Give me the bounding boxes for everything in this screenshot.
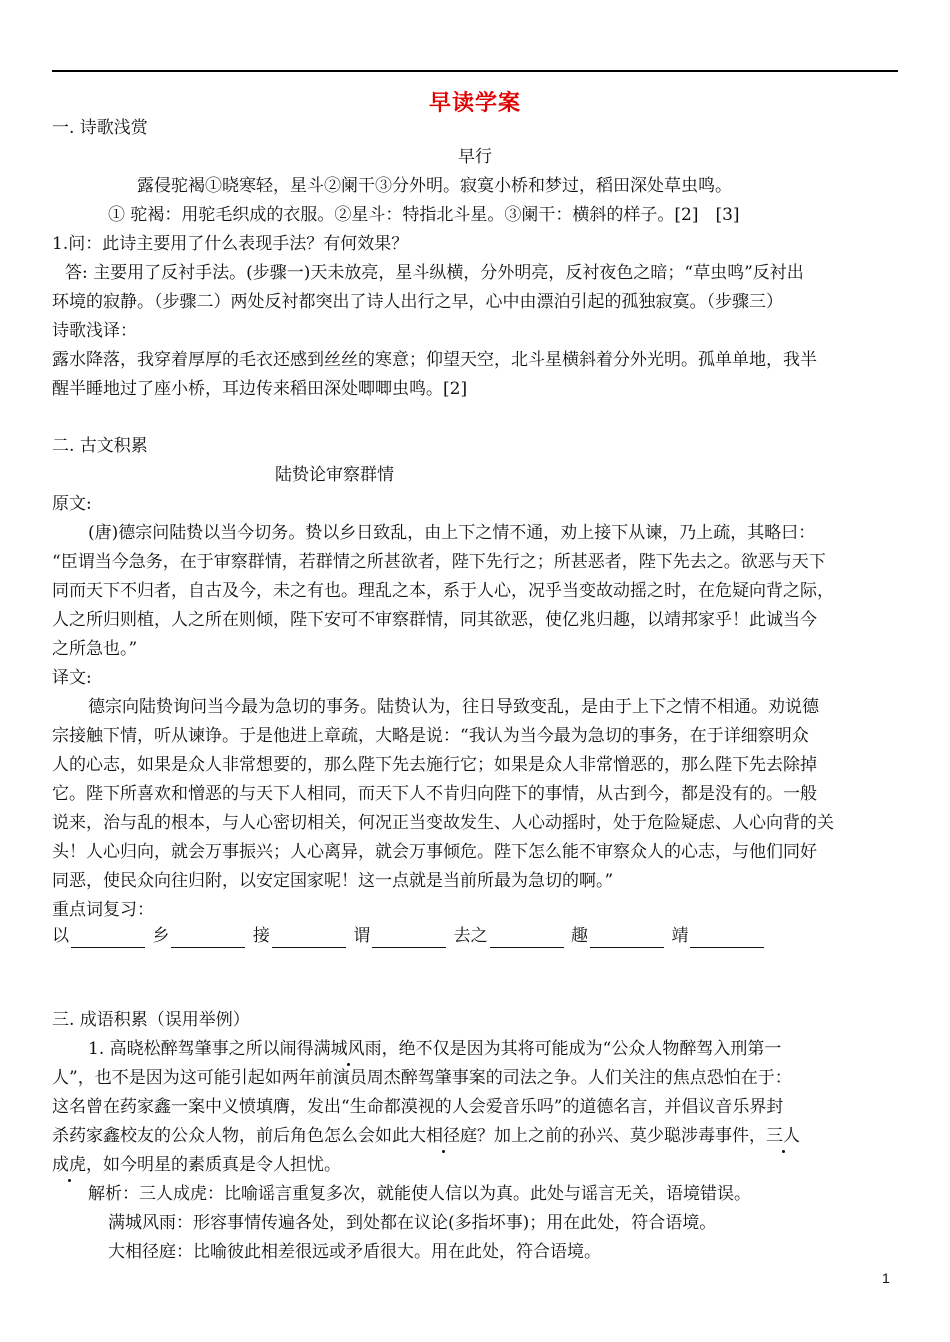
idiom-manchengfengyu: 满城风雨 (313, 1039, 382, 1059)
key-word-review-label: 重点词复习： (52, 900, 154, 920)
translation-line-1: 露水降落，我穿着厚厚的毛衣还感到丝丝的寒意；仰望天空，北斗星横斜着分外光明。孤单单地，我半 (52, 350, 817, 370)
original-line-5: 之所急也。” (52, 639, 138, 659)
key-word: 去之 (453, 926, 488, 946)
analysis-line-3: 大相径庭：比喻彼此相差很远或矛盾很大。用在此处，符合语境。 (108, 1242, 601, 1262)
classical-translation-line-7: 同恶，使民众向往归附，以安定国家呢！这一点就是当前所最为急切的啊。” (52, 871, 614, 891)
original-line-1: (唐)德宗问陆贽以当今切务。贽以乡日致乱，由上下之情不通，劝上接下从谏，乃上疏，其略曰： (88, 523, 816, 543)
idiom-paragraph-line-5 (52, 1153, 341, 1177)
poem-line: 露侵驼褐①晓寒轻，星斗②阑干③分外明。寂寞小桥和梦过，稻田深处草虫鸣。 (137, 176, 732, 196)
classical-translation-line-3: 人的心志，如果是众人非常想要的，那么陛下先去施行它；如果是众人非常憎恶的，那么陛下先去除掉 (52, 755, 817, 775)
answer-blank[interactable] (590, 929, 664, 948)
key-word: 趣 (571, 926, 589, 946)
answer-blank[interactable] (171, 929, 245, 948)
classical-translation-line-6: 头！人心归向，就会万事振兴；人心离异，就会万事倾危。陛下怎么能不审察众人的心志，与他们同好 (52, 842, 817, 862)
idiom-daxiangjingting: 大相径庭 (409, 1126, 477, 1146)
key-word-blanks-row (52, 924, 766, 948)
key-word: 靖 (671, 926, 689, 946)
paragraph-text: ，如今明星的素质真是令人担忧。 (86, 1155, 341, 1175)
key-word: 谓 (353, 926, 371, 946)
answer-blank[interactable] (690, 929, 764, 948)
classical-translation-line-1: 德宗向陆贽询问当今最为急切的事务。陆贽认为，往日导致变乱，是由于上下之情不相通。劝说德 (88, 697, 819, 717)
idiom-paragraph-line-3: 这名曾在药家鑫一案中义愤填膺，发出“生命都漠视的人会爱音乐吗”的道德名言，并倡议音乐界封 (52, 1097, 784, 1117)
page-number: 1 (882, 1270, 890, 1286)
idiom-paragraph-line-4 (52, 1124, 800, 1148)
idiom-paragraph-line-1 (88, 1037, 781, 1061)
paragraph-text: 杀药家鑫校友的公众人物，前后角色怎么会如此 (52, 1126, 409, 1146)
idiom-paragraph-line-2: 人”，也不是因为这可能引起如两年前演员周杰醉驾肇事案的司法之争。人们关注的焦点恐怕在于： (52, 1068, 792, 1088)
answer-line-2: 环境的寂静。（步骤二）两处反衬都突出了诗人出行之早，心中由漂泊引起的孤独寂寞。（步骤三） (52, 292, 783, 312)
answer-line-1: 答: 主要用了反衬手法。(步骤一)天未放亮，星斗纵横，分外明亮，反衬夜色之暗；“草虫鸣”反衬出 (65, 263, 804, 283)
answer-blank[interactable] (71, 929, 145, 948)
page-title: 早读学案 (428, 90, 521, 116)
answer-blank[interactable] (272, 929, 346, 948)
idiom-sanrenchenghu-part1: 三人 (766, 1126, 800, 1146)
classical-translation-line-4: 它。陛下所喜欢和憎恶的与天下人相同，而天下人不肯归向陛下的事情，从古到今，都是没有的。一般 (52, 784, 817, 804)
key-word: 乡 (152, 926, 170, 946)
translation-line-2: 醒半睡地过了座小桥，耳边传来稻田深处唧唧虫鸣。[2] (52, 379, 468, 399)
classical-text-title: 陆贽论审察群情 (275, 465, 394, 485)
key-word: 接 (252, 926, 270, 946)
paragraph-text: ，绝不仅是因为其将可能成为“公众人物醉驾入刑第一 (381, 1039, 782, 1059)
translation-label: 诗歌浅译： (52, 321, 137, 341)
paragraph-text: 1. 高晓松醉驾肇事之所以闹得 (88, 1039, 314, 1059)
poem-title: 早行 (458, 147, 492, 167)
paragraph-text: ？加上之前的孙兴、莫少聪涉毒事件， (477, 1126, 766, 1146)
classical-translation-line-5: 说来，治与乱的根本，与人心密切相关，何况正当变故发生、人心动摇时，处于危险疑虑、人心向背的关 (52, 813, 834, 833)
section-heading-poetry: 一. 诗歌浅赏 (52, 118, 148, 138)
key-word: 以 (52, 926, 69, 946)
section-heading-classical: 二. 古文积累 (52, 436, 148, 456)
analysis-line-2: 满城风雨：形容事情传遍各处，到处都在议论(多指坏事)；用在此处，符合语境。 (108, 1213, 717, 1233)
question-1: 1.问：此诗主要用了什么表现手法？有何效果？ (52, 234, 409, 254)
answer-blank[interactable] (372, 929, 446, 948)
idiom-sanrenchenghu-part2: 成虎 (52, 1155, 86, 1175)
classical-translation-label: 译文: (52, 668, 92, 688)
analysis-line-1: 解析：三人成虎：比喻谣言重复多次，就能使人信以为真。此处与谣言无关，语境错误。 (88, 1184, 751, 1204)
classical-translation-line-2: 宗接触下情，听从谏诤。于是他进上章疏，大略是说：“我认为当今最为急切的事务，在于详细察明众 (52, 726, 809, 746)
header-rule (52, 70, 898, 72)
original-line-4: 人之所归则植，人之所在则倾，陛下安可不审察群情，同其欲恶，使亿兆归趣，以靖邦家乎！此诚当今 (52, 610, 817, 630)
section-heading-idioms: 三. 成语积累（误用举例） (52, 1010, 250, 1030)
original-line-2: “臣谓当今急务，在于审察群情，若群情之所甚欲者，陛下先行之；所甚恶者，陛下先去之。欲恶与天下 (52, 552, 826, 572)
answer-blank[interactable] (490, 929, 564, 948)
original-line-3: 同而天下不归者，自古及今，未之有也。理乱之本，系于人心，况乎当变故动摇之时，在危疑向背之际， (52, 581, 834, 601)
original-label: 原文: (52, 494, 92, 514)
poem-notes: ① 驼褐：用驼毛织成的衣服。②星斗：特指北斗星。③阑干：横斜的样子。[2] [3] (108, 205, 740, 225)
